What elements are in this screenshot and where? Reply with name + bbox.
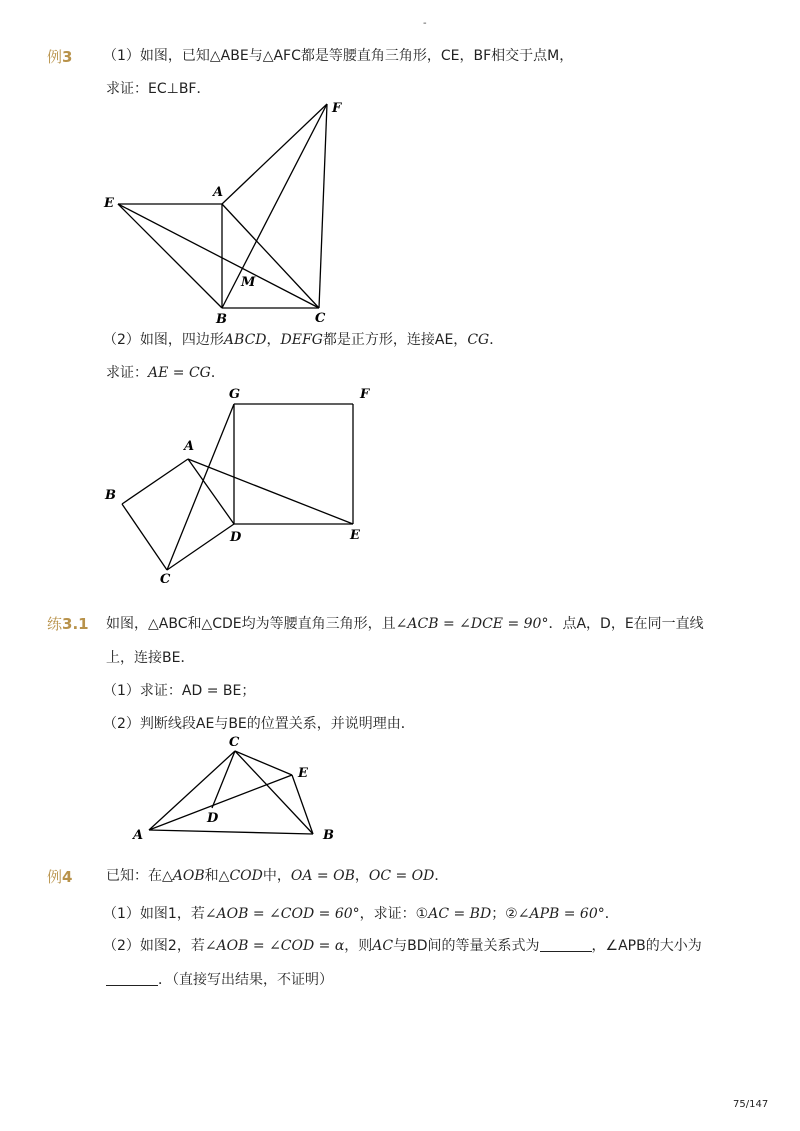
example-number: 4	[62, 868, 73, 886]
text-run: 如图，△ABC和△CDE均为等腰直角三角形，且	[106, 616, 396, 632]
math-OC-OD: OC = OD	[368, 868, 435, 884]
text-run: ，则	[344, 938, 373, 954]
text-run: ．	[210, 365, 225, 381]
text-run: ．	[604, 906, 619, 922]
example-number: 3	[62, 48, 73, 66]
header-mark: -	[423, 18, 427, 29]
point-G: G	[229, 387, 241, 402]
pr31-line2: 上，连接BE．	[106, 650, 195, 666]
text-run: 中，	[262, 868, 291, 884]
point-E: E	[104, 196, 114, 211]
text-run: （2）如图2，若	[103, 938, 205, 954]
point-C: C	[229, 735, 240, 750]
math-DEFG: DEFG	[280, 332, 323, 348]
text-run: 求证：	[106, 365, 148, 381]
pr31-q1: （1）求证：AD = BE；	[103, 683, 256, 699]
point-C: C	[315, 311, 326, 326]
math-AC: AC	[372, 938, 394, 954]
math-AOB: AOB	[172, 868, 205, 884]
text-run: ．	[489, 332, 504, 348]
seg-AC	[149, 751, 235, 830]
math-COD: COD	[229, 868, 263, 884]
point-D: D	[207, 811, 219, 826]
text-run: ，∠APB的大小为	[591, 938, 702, 954]
answer-blank-2[interactable]	[106, 971, 158, 986]
text-run: 都是正方形，连接AE，	[322, 332, 468, 348]
ex4-q1	[103, 904, 619, 924]
point-E: E	[298, 766, 308, 781]
point-A: A	[184, 439, 195, 454]
answer-blank-1[interactable]	[540, 937, 592, 952]
text-run: 已知：在△	[106, 868, 173, 884]
math-AC-BD: AC = BD	[428, 906, 492, 922]
text-run: ，	[266, 332, 281, 348]
pr31-q2: （2）判断线段AE与BE的位置关系，并说明理由．	[103, 716, 415, 732]
text-run: （2）如图，四边形	[103, 332, 224, 348]
math-CG: CG	[467, 332, 490, 348]
example-prefix: 例	[47, 48, 63, 66]
text-run: （1）如图1，若	[103, 906, 205, 922]
point-A: A	[133, 828, 144, 843]
text-run: 与BD间的等量关系式为	[393, 938, 540, 954]
math-OA-OB: OA = OB	[290, 868, 355, 884]
ex4-line1	[106, 866, 448, 886]
text-run: ，	[354, 868, 369, 884]
point-B: B	[105, 488, 116, 503]
page-number: 75/147	[733, 1099, 769, 1110]
text-run: ．	[434, 868, 449, 884]
point-F: F	[332, 101, 342, 116]
practice-prefix: 练	[47, 615, 63, 633]
math-angles: ∠ACB = ∠DCE = 90°	[395, 616, 549, 632]
text-run: 和△	[204, 868, 230, 884]
math-angles-60: ∠AOB = ∠COD = 60°	[204, 906, 360, 922]
point-D: D	[230, 530, 242, 545]
math-ABCD: ABCD	[223, 332, 267, 348]
point-C: C	[160, 572, 171, 587]
seg-AE	[149, 775, 292, 830]
seg-CD	[212, 751, 235, 808]
point-F: F	[360, 387, 370, 402]
ex3-q1-line1: （1）如图，已知△ABE与△AFC都是等腰直角三角形，CE，BF相交于点M，	[103, 48, 574, 64]
point-M: M	[241, 275, 256, 290]
math-APB-60: ∠APB = 60°	[517, 906, 605, 922]
text-run: ，求证：①	[359, 906, 429, 922]
seg-CE	[235, 751, 292, 775]
point-B: B	[323, 828, 334, 843]
text-run: ；②	[491, 906, 518, 922]
text-run: ．（直接写出结果，不证明）	[158, 972, 333, 988]
point-E: E	[350, 528, 360, 543]
ex4-q2-line2	[106, 970, 333, 990]
ex3-q1-line2: 求证：EC⊥BF．	[106, 81, 211, 97]
example-4-label	[47, 866, 72, 887]
seg-AB	[149, 830, 313, 834]
math-angles-alpha: ∠AOB = ∠COD = α	[204, 938, 345, 954]
ex4-q2-line1	[103, 936, 702, 956]
math-AE-CG: AE = CG	[148, 365, 211, 381]
seg-EB	[292, 775, 313, 834]
point-A: A	[213, 185, 224, 200]
practice-number: 3.1	[62, 615, 89, 633]
example-prefix: 例	[47, 868, 63, 886]
text-run: ．点A，D，E在同一直线	[548, 616, 704, 632]
point-B: B	[216, 312, 227, 327]
